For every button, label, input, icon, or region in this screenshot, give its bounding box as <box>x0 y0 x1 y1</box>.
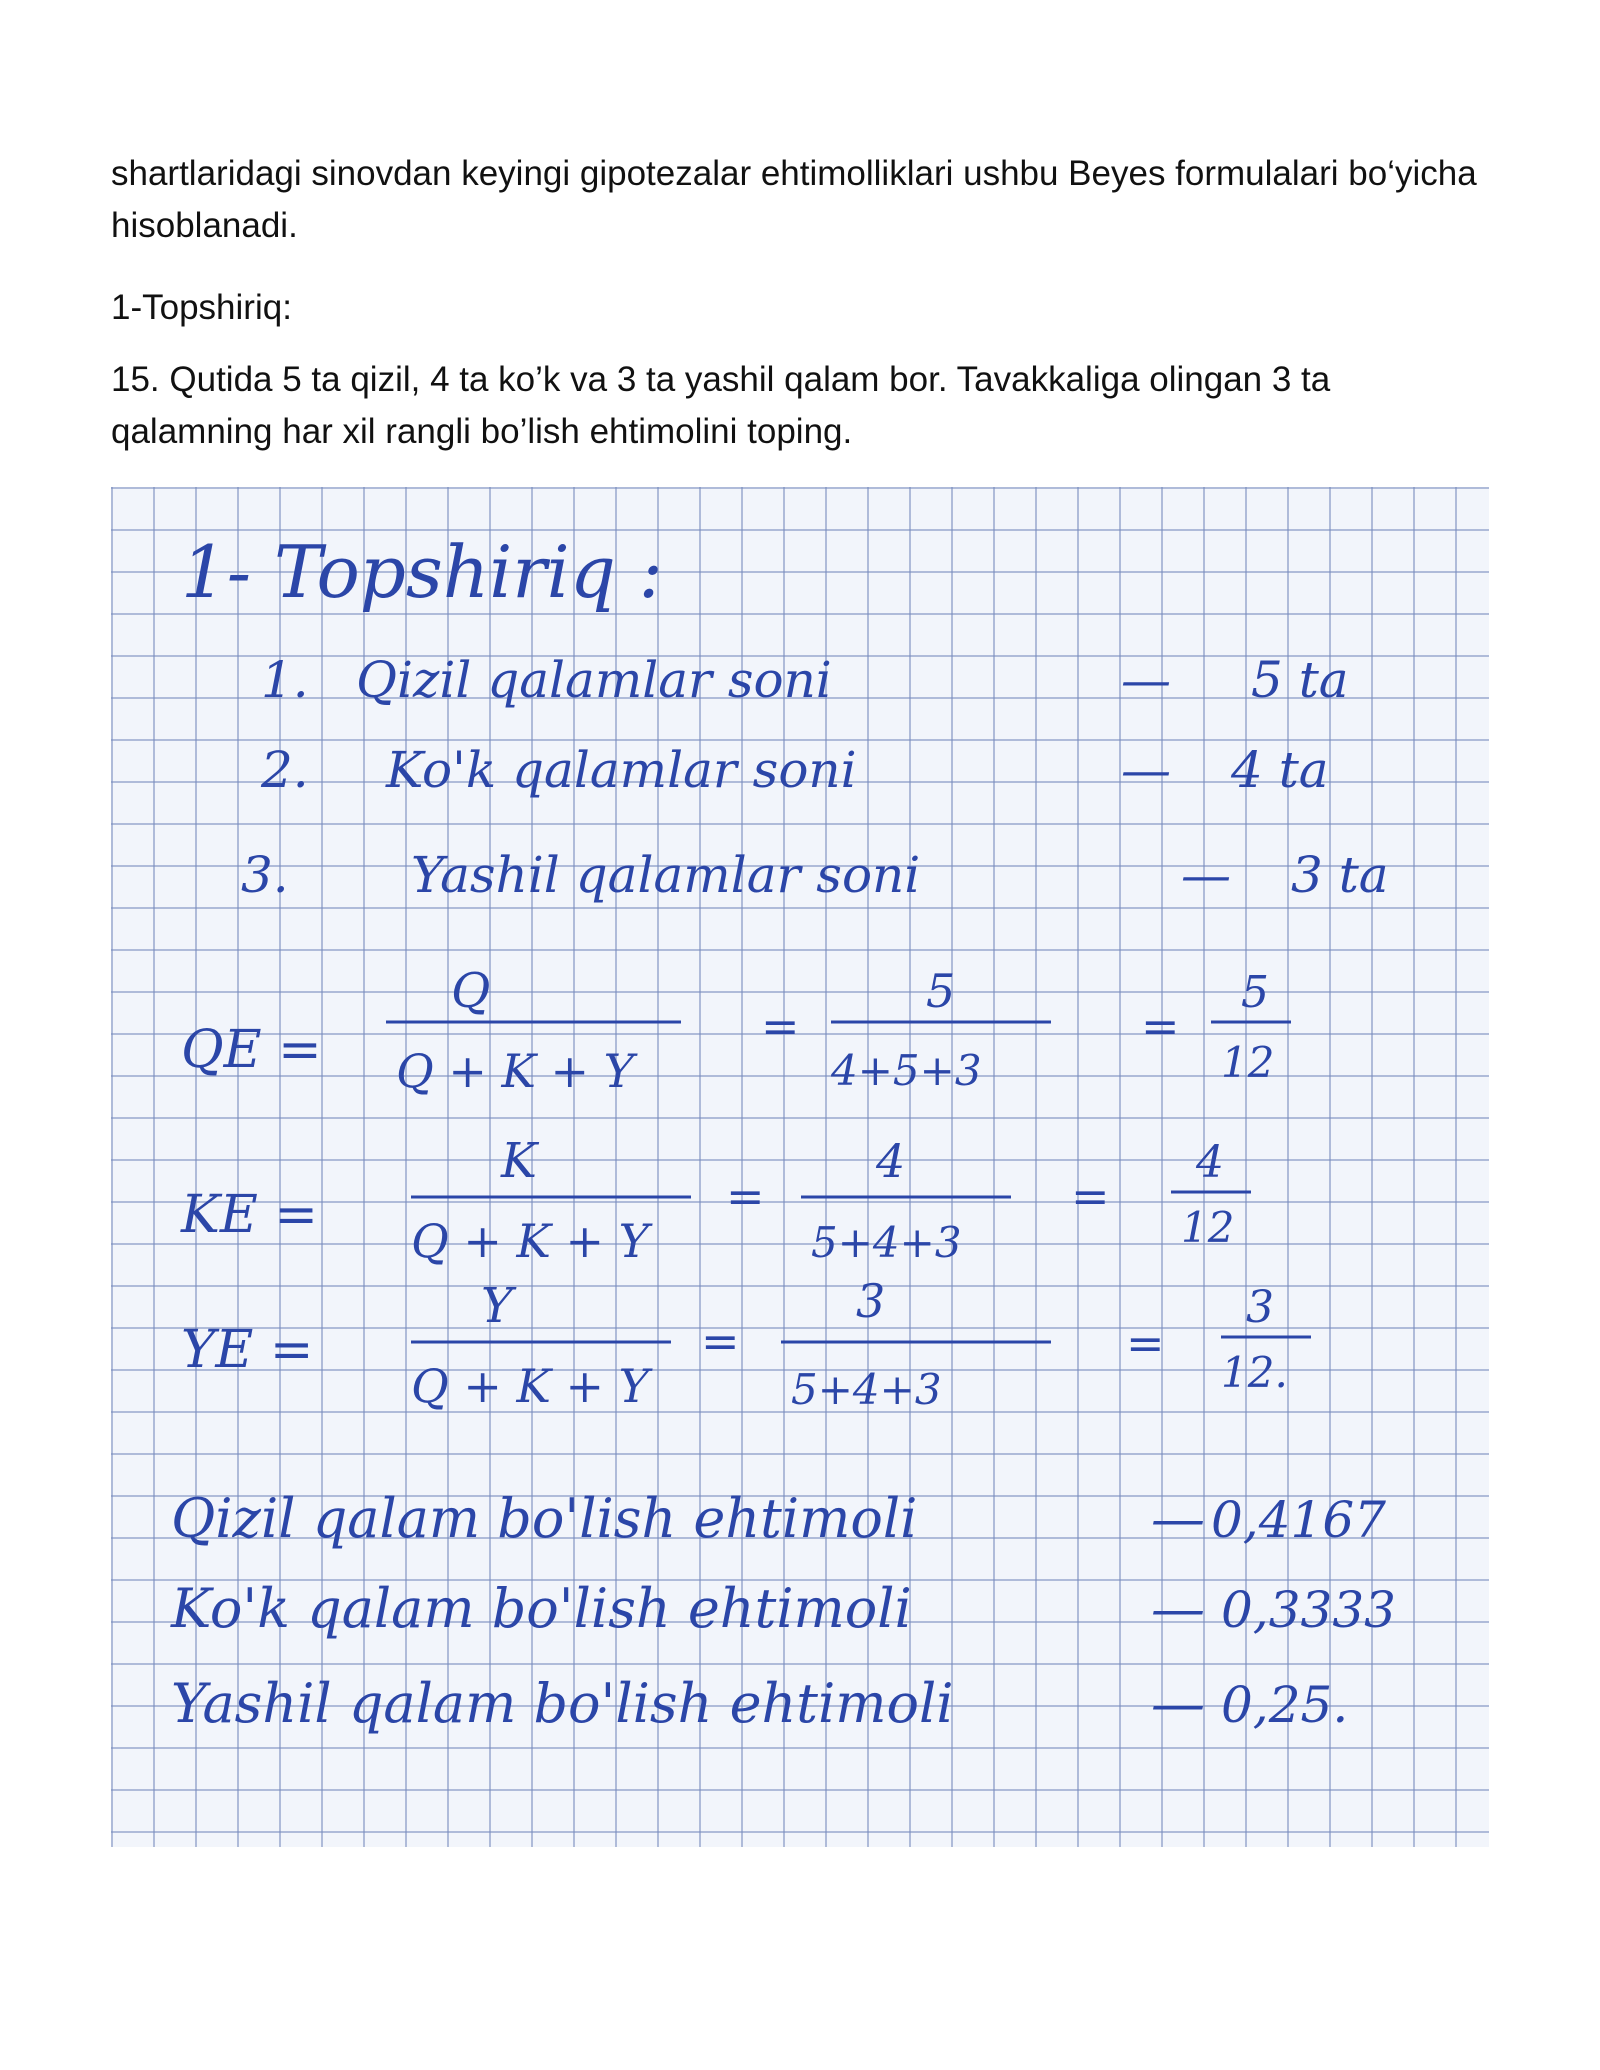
hw-result-1-value: 0,4167 <box>1211 1491 1386 1549</box>
task-statement: 15. Qutida 5 ta qizil, 4 ta ko’k va 3 ta yashil qalam bor. Tavakkaliga olingan 3 ta qalamning har xil rangli bo’lish ehtimolini toping. <box>111 360 1331 451</box>
hw-formula-3-den1: Q + K + Y <box>411 1359 650 1413</box>
hw-formula-2-den2: 5+4+3 <box>811 1218 962 1267</box>
hw-list-value-2: 4 ta <box>1231 741 1329 799</box>
hw-list-num-3: 3. <box>241 846 289 904</box>
hw-list-text-3: Yashil qalamlar soni <box>411 846 921 904</box>
hw-list-num-1: 1. <box>261 651 309 709</box>
task-heading: 1-Topshiriq: <box>111 288 292 327</box>
hw-formula-3-eq2: = <box>1126 1316 1165 1370</box>
hw-result-3-dash: — <box>1151 1672 1205 1735</box>
hw-formula-3-num1: Y <box>481 1278 513 1334</box>
hw-list-text-2: Ko'k qalamlar soni <box>386 741 857 799</box>
hw-list-dash-3: — <box>1181 846 1231 904</box>
hw-list-dash-1: — <box>1121 651 1171 709</box>
hw-list-dash-2: — <box>1121 741 1171 799</box>
hw-result-1-dash: — <box>1151 1487 1205 1550</box>
hw-formula-1-den3: 12 <box>1221 1038 1275 1087</box>
hw-result-3-value: 0,25. <box>1221 1676 1349 1734</box>
hw-formula-2-num3: 4 <box>1196 1137 1224 1188</box>
hw-list-num-2: 2. <box>261 741 309 799</box>
hw-formula-3-num3: 3 <box>1246 1282 1274 1333</box>
hw-formula-1-lhs: QE = <box>181 1020 322 1080</box>
hw-result-2-value: 0,3333 <box>1221 1581 1396 1639</box>
hw-formula-2-num1: K <box>501 1133 537 1189</box>
hw-formula-2-num2: 4 <box>876 1134 906 1188</box>
hw-formula-3-den2: 5+4+3 <box>791 1365 942 1414</box>
hw-formula-3-eq1: = <box>701 1314 740 1368</box>
paragraph-intro: shartlaridagi sinovdan keyingi gipotezalar ehtimolliklari ushbu Beyes formulalari bo‘yicha hisoblanadi. <box>111 154 1477 245</box>
handwriting-layer <box>111 487 1489 1847</box>
hw-formula-2-lhs: KE = <box>181 1185 318 1245</box>
hw-formula-1-eq2: = <box>1141 999 1180 1053</box>
hw-formula-1-num1: Q <box>451 963 491 1019</box>
hw-formula-3-lhs: YE = <box>181 1320 314 1380</box>
hw-formula-1-eq1: = <box>761 999 800 1053</box>
hw-formula-2-den1: Q + K + Y <box>411 1214 650 1268</box>
hw-formula-1-den2: 4+5+3 <box>831 1046 982 1095</box>
hw-result-2-text: Ko'k qalam bo'lish ehtimoli <box>171 1577 912 1640</box>
hw-formula-3-den3: 12. <box>1221 1348 1288 1397</box>
hw-list-value-3: 3 ta <box>1291 846 1389 904</box>
hw-heading: 1- Topshiriq : <box>181 530 663 614</box>
hw-list-value-1: 5 ta <box>1251 651 1349 709</box>
hw-formula-3-num2: 3 <box>856 1274 886 1328</box>
hw-result-1-text: Qizil qalam bo'lish ehtimoli <box>171 1487 918 1550</box>
hw-result-2-dash: — <box>1151 1577 1205 1640</box>
hw-formula-1-den1: Q + K + Y <box>396 1044 635 1098</box>
handwritten-solution-photo <box>111 487 1489 1847</box>
hw-result-3-text: Yashil qalam bo'lish ehtimoli <box>171 1672 954 1735</box>
hw-formula-1-num2: 5 <box>926 964 956 1018</box>
hw-formula-2-den3: 12 <box>1181 1203 1235 1252</box>
hw-formula-2-eq1: = <box>726 1169 765 1223</box>
hw-list-text-1: Qizil qalamlar soni <box>356 651 832 709</box>
hw-formula-2-eq2: = <box>1071 1169 1110 1223</box>
hw-formula-1-num3: 5 <box>1241 967 1269 1018</box>
